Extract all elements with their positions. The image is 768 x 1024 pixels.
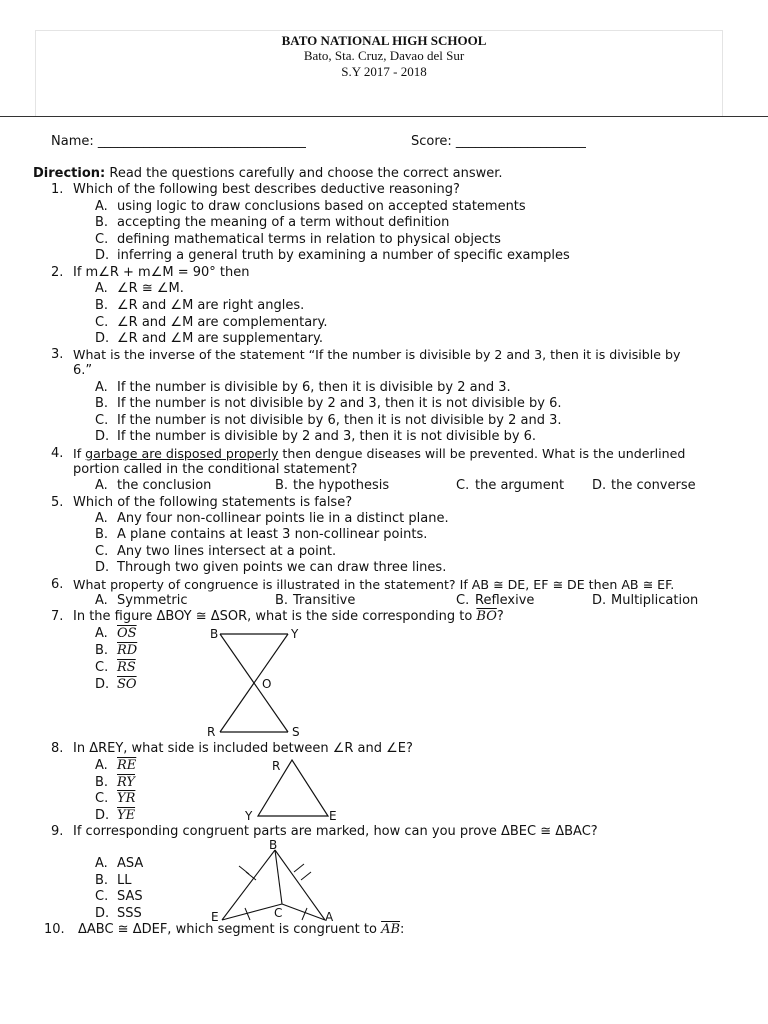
q2-choice-letter: A. bbox=[95, 281, 108, 296]
vertex-label-a: A bbox=[325, 910, 334, 924]
q7-choice-segment: $\overline{SO}$ bbox=[117, 677, 137, 692]
q6-choice-letter: C. bbox=[456, 593, 470, 608]
q2-choice-text: ∠R and ∠M are supplementary. bbox=[117, 331, 323, 346]
segment-ec bbox=[222, 904, 282, 920]
q2-choice-text: ∠R and ∠M are complementary. bbox=[117, 315, 328, 330]
q9-choice-text: LL bbox=[117, 873, 132, 888]
q3-choice-text: If the number is not divisible by 2 and 3, then it is not divisible by 6. bbox=[117, 396, 562, 411]
vertex-label-b: B bbox=[269, 838, 278, 852]
q6-choice-text: Symmetric bbox=[117, 593, 188, 608]
q5-number: 5. bbox=[51, 495, 64, 510]
q9-choice-letter: C. bbox=[95, 889, 109, 904]
q7-choice-letter: C. bbox=[95, 660, 109, 675]
q9-choice-letter: D. bbox=[95, 906, 110, 921]
vertex-label-c: C bbox=[274, 906, 283, 920]
q7-choice-segment: $\overline{RD}$ bbox=[117, 643, 138, 658]
q4-text-line2: portion called in the conditional statement? bbox=[73, 462, 358, 477]
q5-choice-text: Any four non-collinear points lie in a distinct plane. bbox=[117, 511, 449, 526]
q3-choice-letter: D. bbox=[95, 429, 110, 444]
q2-number: 2. bbox=[51, 265, 64, 280]
q8-choice-letter: B. bbox=[95, 775, 109, 790]
q4-choice-text: the converse bbox=[611, 478, 696, 493]
q5-choice-letter: C. bbox=[95, 544, 109, 559]
q3-number: 3. bbox=[51, 347, 64, 362]
hourglass-figure bbox=[200, 624, 310, 744]
q5-text: Which of the following statements is false? bbox=[73, 495, 353, 510]
q10-number: 10. bbox=[44, 922, 65, 937]
school-address: Bato, Sta. Cruz, Davao del Sur bbox=[303, 48, 465, 63]
q9-choice-text: SAS bbox=[117, 889, 143, 904]
q1-choice-letter: B. bbox=[95, 215, 109, 230]
q8-number: 8. bbox=[51, 741, 64, 756]
q8-choice-segment: $\overline{YR}$ bbox=[117, 791, 136, 806]
score-field: Score: ____________________ bbox=[411, 134, 586, 149]
q3-choice-letter: A. bbox=[95, 380, 108, 395]
q5-choice-text: Through two given points we can draw three lines. bbox=[117, 560, 447, 575]
vertex-label-o: O bbox=[262, 677, 272, 691]
q1-choice-text: using logic to draw conclusions based on accepted statements bbox=[117, 199, 526, 214]
q1-number: 1. bbox=[51, 182, 64, 197]
q6-choice-letter: B. bbox=[275, 593, 289, 608]
q9-choice-letter: B. bbox=[95, 873, 109, 888]
q8-choice-segment: $\overline{RY}$ bbox=[117, 775, 135, 790]
q1-choice-text: accepting the meaning of a term without definition bbox=[117, 215, 450, 230]
q7-text-end: ? bbox=[496, 609, 504, 624]
q6-choice-letter: D. bbox=[592, 593, 607, 608]
q7-number: 7. bbox=[51, 609, 64, 624]
q9-choice-text: SSS bbox=[117, 906, 142, 921]
triangle-rey bbox=[258, 760, 328, 816]
q6-choice-letter: A. bbox=[95, 593, 108, 608]
q4-text-pre: If bbox=[73, 446, 86, 461]
q4-underlined-phrase: garbage are disposed properly bbox=[85, 446, 279, 461]
q4-choice-letter: C. bbox=[456, 478, 470, 493]
q2-choice-text: ∠R ≅ ∠M. bbox=[117, 281, 184, 296]
q6-choice-text: Transitive bbox=[293, 593, 356, 608]
q1-choice-text: defining mathematical terms in relation to physical objects bbox=[117, 232, 501, 247]
q4-number: 4. bbox=[51, 446, 64, 461]
vertex-label-s: S bbox=[292, 725, 300, 739]
segment-ba bbox=[275, 850, 325, 920]
q1-choice-letter: A. bbox=[95, 199, 108, 214]
q7-text-main: In the figure ΔBOY ≅ ΔSOR, what is the side corresponding to bbox=[73, 609, 477, 624]
q3-choice-letter: C. bbox=[95, 413, 109, 428]
q3-choice-letter: B. bbox=[95, 396, 109, 411]
vertex-label-b: B bbox=[210, 627, 219, 641]
vertex-label-r: R bbox=[207, 725, 216, 739]
q3-choice-text: If the number is divisible by 6, then it is divisible by 2 and 3. bbox=[117, 380, 511, 395]
q2-text: If m∠R + m∠M = 90° then bbox=[73, 265, 250, 280]
school-name: BATO NATIONAL HIGH SCHOOL bbox=[281, 33, 487, 48]
direction-label: Direction: bbox=[33, 166, 106, 181]
direction-text: Read the questions carefully and choose the correct answer. bbox=[105, 166, 503, 181]
vertex-label-r: R bbox=[272, 759, 281, 773]
q3-choice-text: If the number is divisible by 2 and 3, then it is not divisible by 6. bbox=[117, 429, 537, 444]
school-year: S.Y 2017 - 2018 bbox=[341, 64, 427, 79]
q5-choice-text: A plane contains at least 3 non-collinear points. bbox=[117, 527, 428, 542]
tick-mark bbox=[246, 872, 256, 880]
q3-choice-text: If the number is not divisible by 6, then it is not divisible by 2 and 3. bbox=[117, 413, 562, 428]
q3-text: What is the inverse of the statement “If the number is divisible by 2 and 3, then it is divisible by bbox=[73, 347, 681, 362]
q1-choice-text: inferring a general truth by examining a number of specific examples bbox=[117, 248, 570, 263]
q4-text bbox=[73, 446, 685, 462]
q8-text: In ΔREY, what side is included between ∠R and ∠E? bbox=[73, 741, 413, 756]
name-field: Name: ________________________________ bbox=[51, 134, 306, 149]
vertex-label-y: Y bbox=[245, 809, 253, 823]
q8-choice-letter: C. bbox=[95, 791, 109, 806]
q7-segment: $\overline{BO}$ bbox=[476, 609, 497, 624]
q4-choice-text: the hypothesis bbox=[293, 478, 390, 493]
tick-mark bbox=[294, 864, 304, 872]
q5-choice-letter: D. bbox=[95, 560, 110, 575]
q6-choice-text: Multiplication bbox=[611, 593, 699, 608]
kite-figure bbox=[205, 838, 355, 923]
q4-choice-letter: D. bbox=[592, 478, 607, 493]
q9-choice-letter: A. bbox=[95, 856, 108, 871]
q6-text: What property of congruence is illustrated in the statement? If AB ≅ DE, EF ≅ DE then AB ≅ EF. bbox=[73, 577, 675, 592]
q5-choice-text: Any two lines intersect at a point. bbox=[117, 544, 337, 559]
q4-choice-letter: B. bbox=[275, 478, 289, 493]
q10-text-main: ΔABC ≅ ΔDEF, which segment is congruent to bbox=[78, 922, 382, 937]
vertex-label-e: E bbox=[211, 910, 219, 924]
q4-choice-letter: A. bbox=[95, 478, 108, 493]
tick-mark bbox=[301, 872, 311, 880]
q2-choice-letter: D. bbox=[95, 331, 110, 346]
q3-text-line2: 6.” bbox=[73, 363, 93, 378]
q7-choice-letter: A. bbox=[95, 626, 108, 641]
q7-choice-segment: $\overline{OS}$ bbox=[117, 626, 137, 641]
q8-choice-segment: $\overline{YE}$ bbox=[117, 808, 136, 823]
tick-mark bbox=[302, 908, 307, 920]
q2-choice-text: ∠R and ∠M are right angles. bbox=[117, 298, 305, 313]
triangle-rey-figure bbox=[240, 756, 350, 826]
q6-number: 6. bbox=[51, 577, 64, 592]
direction bbox=[33, 166, 503, 182]
q2-choice-letter: C. bbox=[95, 315, 109, 330]
q4-text-post: then dengue diseases will be prevented. What is the underlined bbox=[278, 446, 686, 461]
q7-choice-letter: D. bbox=[95, 677, 110, 692]
q10-segment: $\overline{AB}$ bbox=[381, 922, 401, 937]
q10-text-end: : bbox=[400, 922, 405, 937]
q1-choice-letter: D. bbox=[95, 248, 110, 263]
q9-choice-text: ASA bbox=[117, 856, 144, 871]
q9-number: 9. bbox=[51, 824, 64, 839]
header-divider bbox=[0, 116, 768, 117]
q4-choice-text: the conclusion bbox=[117, 478, 212, 493]
q8-choice-letter: D. bbox=[95, 808, 110, 823]
q1-text: Which of the following best describes deductive reasoning? bbox=[73, 182, 460, 197]
q9-text: If corresponding congruent parts are marked, how can you prove ΔBEC ≅ ΔBAC? bbox=[73, 824, 598, 839]
vertex-label-e: E bbox=[329, 809, 337, 823]
q7-choice-letter: B. bbox=[95, 643, 109, 658]
q10-text bbox=[78, 922, 404, 938]
q5-choice-letter: A. bbox=[95, 511, 108, 526]
vertex-label-y: Y bbox=[291, 627, 299, 641]
q5-choice-letter: B. bbox=[95, 527, 109, 542]
segment-be bbox=[222, 850, 275, 920]
q7-text bbox=[73, 609, 504, 625]
q2-choice-letter: B. bbox=[95, 298, 109, 313]
q1-choice-letter: C. bbox=[95, 232, 109, 247]
q6-choice-text: Reflexive bbox=[475, 593, 535, 608]
q4-choice-text: the argument bbox=[475, 478, 565, 493]
q7-choice-segment: $\overline{RS}$ bbox=[117, 660, 136, 675]
q8-choice-segment: $\overline{RE}$ bbox=[117, 758, 137, 773]
q8-choice-letter: A. bbox=[95, 758, 108, 773]
